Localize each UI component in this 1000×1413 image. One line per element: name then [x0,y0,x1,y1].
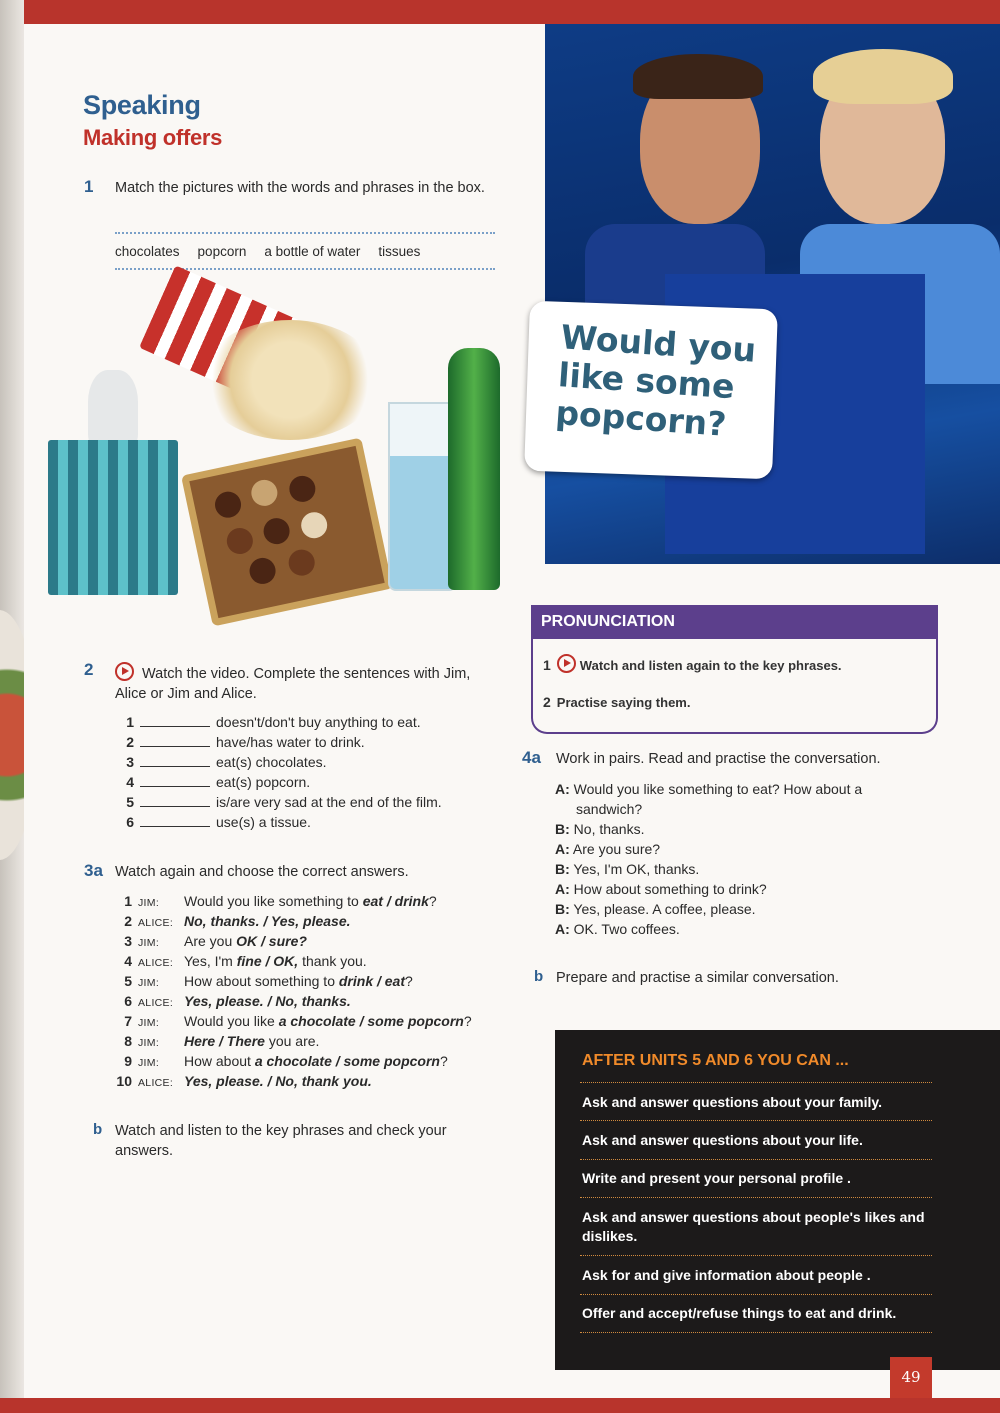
conversation-line: A: Would you like something to eat? How about a [555,781,863,797]
answer-choice[interactable]: fine / OK, [236,953,299,969]
conversation-line: B: No, thanks. [555,821,645,837]
sentence-row: 3 eat(s) chocolates. [126,754,327,770]
exercise-4a-instruction: Work in pairs. Read and practise the conversation. [556,751,881,767]
divider [580,1294,932,1295]
water-bottle-picture [448,348,500,590]
sentence-row: 2 have/has water to drink. [126,734,365,750]
section-title: Speaking [83,90,201,120]
dialogue-line: 4 ALICE: Yes, I'm fine / OK, thank you. [124,953,367,969]
conversation-line: A: How about something to drink? [555,881,767,897]
conversation-line: A: Are you sure? [555,841,661,857]
divider [580,1255,932,1256]
sentence-row: 6 use(s) a tissue. [126,814,311,830]
divider [580,1197,932,1198]
answer-choice[interactable]: Yes, please. / No, thank you. [184,1073,372,1089]
section-subtitle: Making offers [83,125,223,150]
dialogue-line: 2 ALICE: No, thanks. / Yes, please. [124,913,351,929]
can-do-item: Ask and answer questions about your life. [582,1132,863,1148]
page-number: 49 [890,1357,932,1398]
exercise-3a-number: 3a [84,861,103,880]
bottom-band [0,1398,1000,1413]
answer-blank[interactable] [140,733,210,747]
dialogue-line: 3 JIM: Are you OK / sure? [124,933,307,949]
word-chip: chocolates [115,243,180,259]
can-do-item: Ask for and give information about people . [582,1267,871,1283]
answer-choice[interactable]: No, thanks. / Yes, please. [184,913,351,929]
exercise-4a-number: 4a [522,748,541,767]
conversation-line: B: Yes, I'm OK, thanks. [555,861,700,877]
sentence-row: 1 doesn't/don't buy anything to eat. [126,714,421,730]
divider [580,1159,932,1160]
answer-choice[interactable]: drink / eat [338,973,406,989]
pronunciation-item: 2 Practise saying them. [543,694,691,710]
word-chip: popcorn [197,243,247,259]
sentence-row: 4 eat(s) popcorn. [126,774,311,790]
sentence-row: 5 is/are very sad at the end of the film. [126,794,442,810]
pronunciation-title: PRONUNCIATION [531,605,936,639]
exercise-3b-instruction: Watch and listen to the key phrases and check your answers. [115,1123,447,1159]
answer-blank[interactable] [140,773,210,787]
popcorn-picture [200,320,380,440]
exercise-2-number: 2 [84,660,94,679]
word-box [115,232,495,270]
exercise-1-instruction: Match the pictures with the words and phrases in the box. [115,180,485,196]
answer-choice[interactable]: a chocolate / some popcorn [254,1053,440,1069]
top-band [0,0,1000,24]
dialogue-line: 6 ALICE: Yes, please. / No, thanks. [124,993,351,1009]
word-chip: a bottle of water [264,243,361,259]
answer-choice[interactable]: Yes, please. / No, thanks. [184,993,351,1009]
exercise-2-instruction: Watch the video. Complete the sentences with Jim, Alice or Jim and Alice. [115,662,485,704]
dialogue-line: 5 JIM: How about something to drink / eat? [124,973,413,989]
exercise-4b-label: b [534,968,544,985]
exercise-1-number: 1 [84,177,94,196]
play-video-icon[interactable] [557,654,576,673]
dialogue-line: 9 JIM: How about a chocolate / some popcorn? [124,1053,448,1069]
answer-blank[interactable] [140,753,210,767]
dialogue-line: 10 ALICE: Yes, please. / No, thank you. [116,1073,372,1089]
answer-choice[interactable]: eat / drink [362,893,429,909]
tissue-box-picture [48,440,178,595]
water-glass-picture [388,402,457,591]
tissue-paper-picture [88,370,138,450]
can-do-item: Offer and accept/refuse things to eat and drink. [582,1305,897,1321]
answer-choice[interactable]: OK / sure? [236,933,307,949]
can-do-item: Ask and answer questions about your family. [582,1094,883,1110]
exercise-4b-instruction: Prepare and practise a similar conversation. [556,970,839,986]
conversation-line: sandwich? [576,801,643,817]
after-units-title: AFTER UNITS 5 AND 6 YOU CAN ... [582,1052,849,1069]
word-chip: tissues [378,243,421,259]
answer-blank[interactable] [140,793,210,807]
answer-choice[interactable]: Here / There [184,1033,265,1049]
answer-blank[interactable] [140,813,210,827]
dialogue-line: 1 JIM: Would you like something to eat / drink? [124,893,437,909]
answer-blank[interactable] [140,713,210,727]
divider [580,1082,932,1083]
answer-choice[interactable]: a chocolate / some popcorn [278,1013,464,1029]
dialogue-line: 8 JIM: Here / There you are. [124,1033,320,1049]
divider [580,1120,932,1121]
divider [580,1332,932,1333]
cinema-couple-photo [545,24,1000,564]
exercise-3a-instruction: Watch again and choose the correct answers. [115,864,409,880]
exercise-3b-label: b [93,1121,103,1138]
dialogue-line: 7 JIM: Would you like a chocolate / some popcorn? [124,1013,472,1029]
can-do-item: Write and present your personal profile . [582,1170,851,1186]
play-video-icon[interactable] [115,662,134,681]
speech-bubble-text: Would you like some popcorn? [554,317,758,444]
can-do-item: Ask and answer questions about people's likes and dislikes. [582,1209,925,1244]
conversation-line: B: Yes, please. A coffee, please. [555,901,756,917]
pronunciation-item: 1 Watch and listen again to the key phrases. [543,654,842,673]
conversation-line: A: OK. Two coffees. [555,921,680,937]
